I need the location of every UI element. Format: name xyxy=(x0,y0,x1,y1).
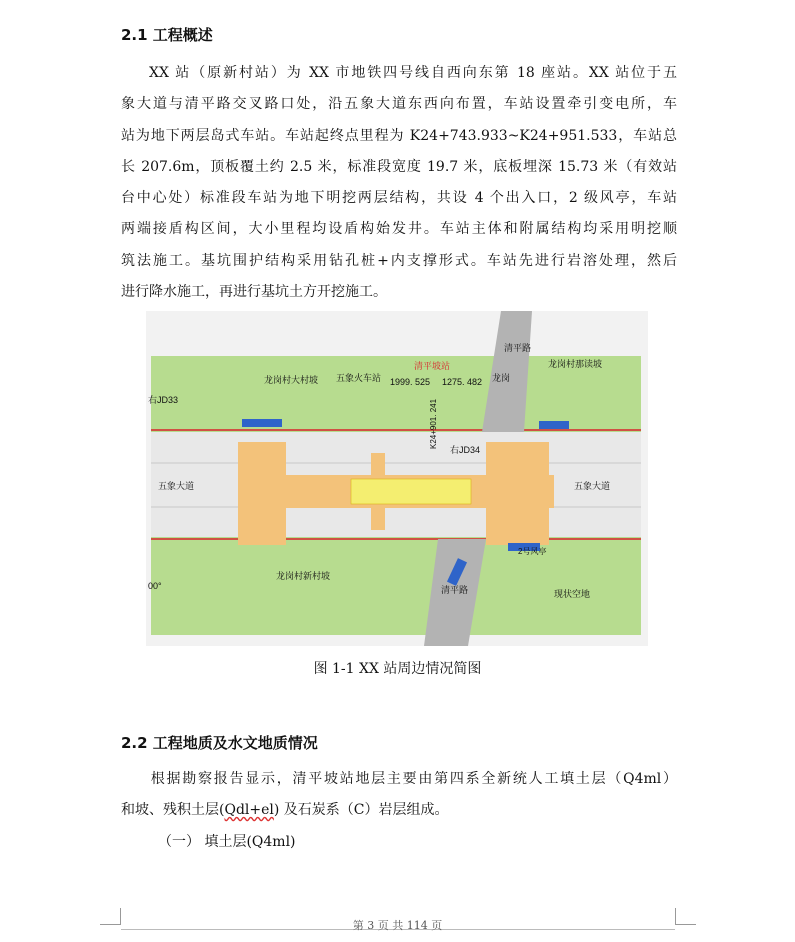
platform-hatch xyxy=(351,479,471,504)
label-coord-x: 1999. 525 xyxy=(390,377,431,387)
station-east-shaft xyxy=(486,442,549,545)
label-avenue-left: 五象大道 xyxy=(158,481,195,491)
overview-line: 筑法施工。基坑围护结构采用钻孔桩+内支撑形式。车站先进行岩溶处理，然后 xyxy=(121,252,677,269)
green-zone-south xyxy=(151,537,641,635)
geology-line: 和坡、残积土层(Qdl+el) 及石炭系（C）岩层组成。 xyxy=(121,802,449,819)
geology-paragraph xyxy=(121,764,677,827)
label-mileage: K24+901. 241 xyxy=(429,398,438,449)
page-number: 第 3 页 共 114 页 xyxy=(352,919,443,932)
overview-line: 两端接盾构区间，大小里程均设盾构始发井。车站主体和附属结构均采用明挖顺 xyxy=(121,221,677,238)
label-coord-y: 1275. 482 xyxy=(442,377,483,387)
label-area-br: 现状空地 xyxy=(554,589,591,599)
figure-caption: 图 1-1 XX 站周边情况简图 xyxy=(313,661,482,677)
entrance-1-icon xyxy=(242,419,282,427)
subitem-fill-layer xyxy=(158,827,296,858)
label-area-tr: 龙岗村那读坡 xyxy=(548,359,603,369)
label-road-top: 清平路 xyxy=(504,343,532,353)
geology-line: 根据勘察报告显示，清平坡站地层主要由第四系全新统人工填土层（Q4ml） xyxy=(149,771,677,787)
overview-line: XX 站（原新村站）为 XX 市地铁四号线自西向东第 18 座站。XX 站位于五 xyxy=(149,65,677,81)
station-surroundings-figure xyxy=(146,311,648,646)
overview-line: 站为地下两层岛式车站。车站起终点里程为 K24+743.933~K24+951.533，车站总 xyxy=(121,127,677,144)
label-jd-mid: 右JD34 xyxy=(450,445,481,455)
overview-line: 进行降水施工，再进行基坑土方开挖施工。 xyxy=(121,284,387,301)
station-west-shaft xyxy=(238,442,286,545)
label-angle: 00° xyxy=(148,581,162,591)
overview-line: 象大道与清平路交叉路口处，沿五象大道东西向布置，车站设置牵引变电所，车 xyxy=(121,96,677,113)
site-plan-map xyxy=(146,311,648,646)
label-road-bottom: 清平路 xyxy=(441,585,469,595)
label-area-tl: 龙岗村大村坡 xyxy=(264,375,319,385)
section-title-overview: 2.1 工程概述 xyxy=(121,26,213,44)
overview-line: 台中心处）标准段车站为地下明挖两层结构，共设 4 个出入口，2 级风亭，车站 xyxy=(121,190,677,207)
label-jd-left: 右JD33 xyxy=(148,395,179,405)
station-connector-south xyxy=(371,506,385,530)
overview-line: 长 207.6m，顶板覆土约 2.5 米，标准段宽度 19.7 米，底板埋深 15.73 米（有效站 xyxy=(121,158,677,175)
spellcheck-mark: Qdl+el xyxy=(224,802,274,819)
subitem-text: （一） 填土层(Q4ml) xyxy=(158,834,296,850)
label-area-tr-small: 龙岗 xyxy=(492,373,511,383)
label-area-bl: 龙岗村新村坡 xyxy=(276,571,331,581)
label-vent-2: 2号风亭 xyxy=(518,547,547,556)
label-station-name: 清平坡站 xyxy=(414,361,451,371)
overview-paragraph xyxy=(121,58,677,308)
label-area-tc: 五象火车站 xyxy=(336,373,382,383)
station-connector-north xyxy=(371,453,385,477)
section-title-geology: 2.2 工程地质及水文地质情况 xyxy=(121,734,318,752)
label-avenue-right: 五象大道 xyxy=(574,481,611,491)
entrance-2-icon xyxy=(539,421,569,429)
